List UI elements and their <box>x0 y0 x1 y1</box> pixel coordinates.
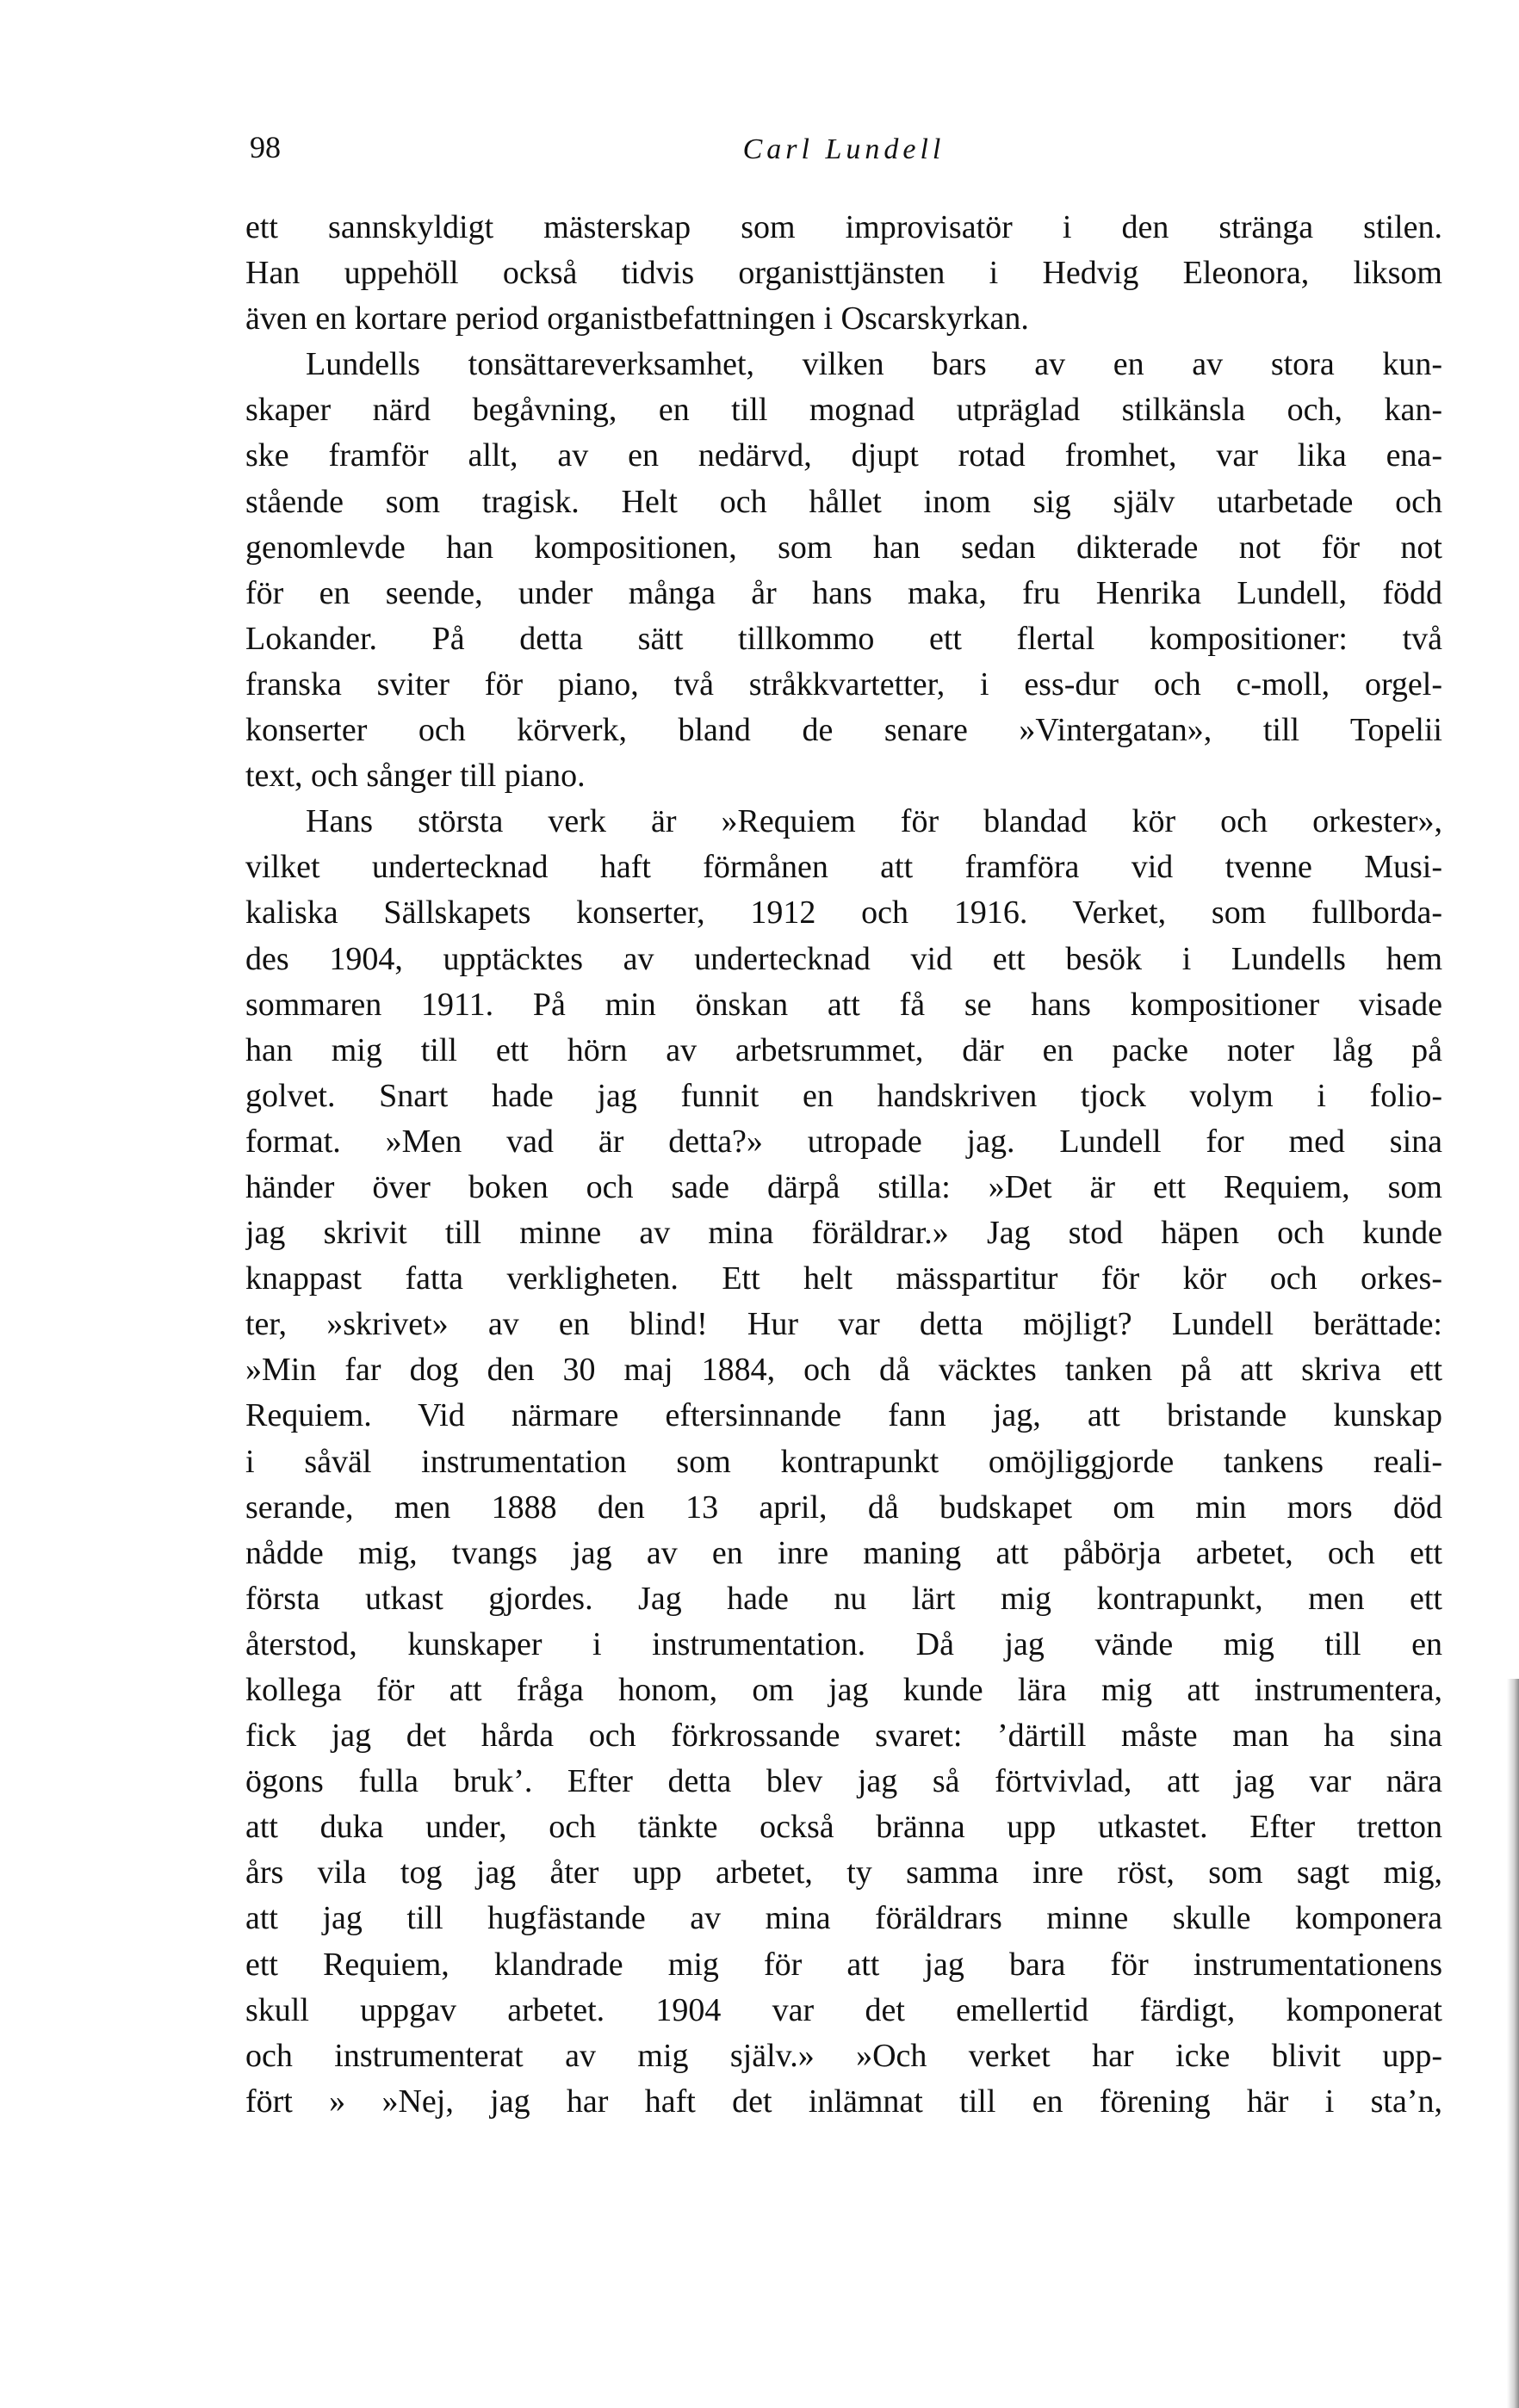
text-line: franska sviter för piano, två stråkkvartetter, i ess-dur och c-moll, orgel- <box>245 665 1442 703</box>
text-line: knappast fatta verkligheten. Ett helt mässpartitur för kör och orkes- <box>245 1260 1442 1297</box>
text-line: stående som tragisk. Helt och hållet inom sig själv utarbetade och <box>245 483 1442 520</box>
text-line: jag skrivit till minne av mina föräldrar.» Jag stod häpen och kunde <box>245 1215 1442 1252</box>
text-line: ett sannskyldigt mästerskap som improvisatör i den stränga stilen. <box>245 209 1442 245</box>
text-line: golvet. Snart hade jag funnit en handskriven tjock volym i folio- <box>245 1077 1442 1114</box>
text-line: även en kortare period organistbefattningen i Oscarskyrkan. <box>245 300 1029 337</box>
text-line: i såväl instrumentation som kontrapunkt omöjliggjorde tankens reali- <box>245 1443 1442 1480</box>
text-line: första utkast gjordes. Jag hade nu lärt mig kontrapunkt, men ett <box>245 1580 1442 1617</box>
running-title: Carl Lundell <box>742 133 946 165</box>
text-line: skaper närd begåvning, en till mognad utpräglad stilkänsla och, kan- <box>245 392 1442 429</box>
page-header <box>245 129 1442 181</box>
text-line: konserter och körverk, bland de senare »Vintergatan», till Topelii <box>245 712 1442 749</box>
text-line: Lundells tonsättareverksamhet, vilken bars av en av stora kun- <box>306 346 1442 383</box>
scan-edge-shadow <box>1507 1679 1519 2408</box>
text-line: format. »Men vad är detta?» utropade jag. Lundell for med sina <box>245 1123 1442 1160</box>
text-line: han mig till ett hörn av arbetsrummet, där en packe noter låg på <box>245 1031 1442 1068</box>
body-text <box>245 205 1442 2125</box>
text-line: kaliska Sällskapets konserter, 1912 och 1916. Verket, som fullborda- <box>245 894 1442 932</box>
text-line: »Min far dog den 30 maj 1884, och då väcktes tanken på att skriva ett <box>245 1352 1442 1389</box>
text-line: Lokander. På detta sätt tillkommo ett flertal kompositioner: två <box>245 620 1442 657</box>
text-line: sommaren 1911. På min önskan att få se hans kompositioner visade <box>245 986 1442 1023</box>
text-line: text, och sånger till piano. <box>245 758 586 795</box>
text-line: des 1904, upptäcktes av undertecknad vid ett besök i Lundells hem <box>245 940 1442 977</box>
text-line: ter, »skrivet» av en blind! Hur var detta möjligt? Lundell berättade: <box>245 1306 1442 1343</box>
text-line: vilket undertecknad haft förmånen att framföra vid tvenne Musi- <box>245 849 1442 886</box>
text-line: händer över boken och sade därpå stilla: »Det är ett Requiem, som <box>245 1168 1442 1205</box>
text-line: ske framför allt, av en nedärvd, djupt rotad fromhet, var lika ena- <box>245 437 1442 474</box>
text-line: års vila tog jag åter upp arbetet, ty samma inre röst, som sagt mig, <box>245 1854 1442 1891</box>
text-line: återstod, kunskaper i instrumentation. Då jag vände mig till en <box>245 1625 1442 1662</box>
text-line: Hans största verk är »Requiem för blandad kör och orkester», <box>306 803 1442 840</box>
text-line: fört » »Nej, jag har haft det inlämnat till en förening här i sta’n, <box>245 2083 1442 2120</box>
text-line: genomlevde han kompositionen, som han sedan dikterade not för not <box>245 529 1442 566</box>
text-line: Requiem. Vid närmare eftersinnande fann jag, att bristande kunskap <box>245 1397 1442 1434</box>
text-line: för en seende, under många år hans maka, fru Henrika Lundell, född <box>245 574 1442 611</box>
text-line: Han uppehöll också tidvis organisttjänsten i Hedvig Eleonora, liksom <box>245 255 1442 292</box>
text-line: ögons fulla bruk’. Efter detta blev jag så förtvivlad, att jag var nära <box>245 1763 1442 1800</box>
text-line: att duka under, och tänkte också bränna upp utkastet. Efter tretton <box>245 1809 1442 1846</box>
text-line: kollega för att fråga honom, om jag kunde lära mig att instrumentera, <box>245 1672 1442 1708</box>
text-line: nådde mig, tvangs jag av en inre maning att påbörja arbetet, och ett <box>245 1534 1442 1571</box>
text-line: ett Requiem, klandrade mig för att jag bara för instrumentationens <box>245 1946 1442 1983</box>
page-number: 98 <box>250 130 281 164</box>
text-line: att jag till hugfästande av mina föräldrars minne skulle komponera <box>245 1900 1442 1937</box>
text-line: skull uppgav arbetet. 1904 var det emellertid färdigt, komponerat <box>245 1991 1442 2028</box>
text-line: serande, men 1888 den 13 april, då budskapet om min mors död <box>245 1489 1442 1526</box>
text-line: fick jag det hårda och förkrossande svaret: ’därtill måste man ha sina <box>245 1718 1442 1755</box>
text-line: och instrumenterat av mig själv.» »Och verket har icke blivit upp- <box>245 2037 1442 2074</box>
